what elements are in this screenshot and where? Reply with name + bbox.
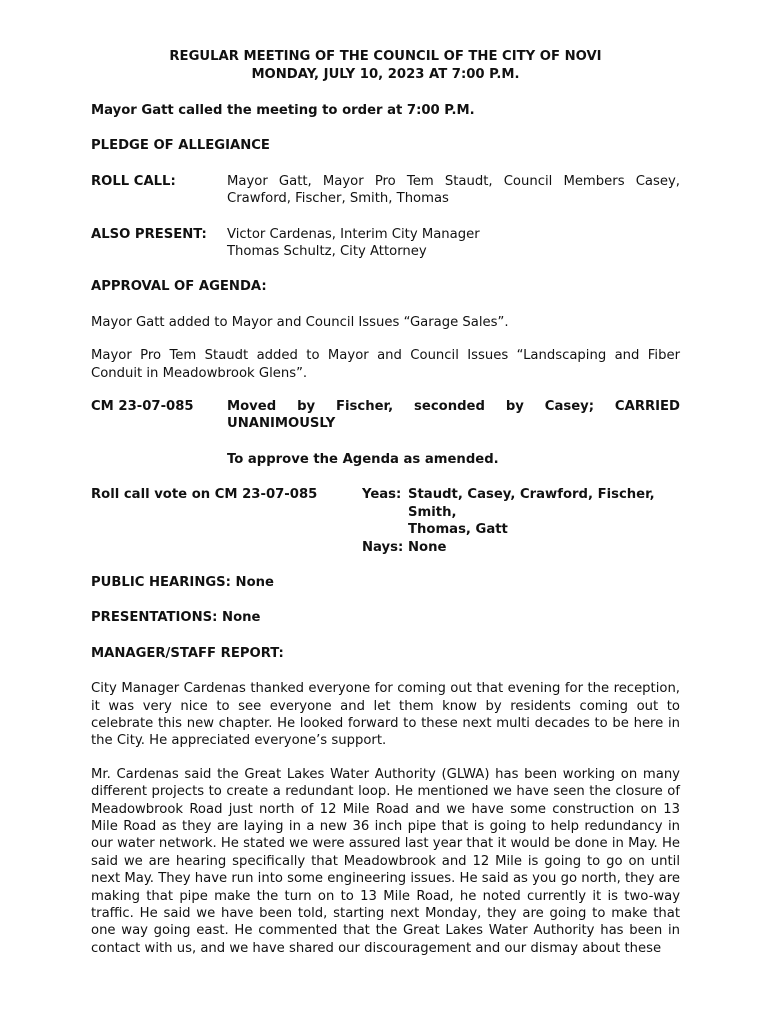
roll-call-label: ROLL CALL: xyxy=(91,173,176,189)
minutes-page xyxy=(91,48,680,957)
nays-key: Nays: xyxy=(362,539,404,555)
call-to-order: Mayor Gatt called the meeting to order at 7:00 P.M. xyxy=(91,103,475,118)
manager-report-heading: MANAGER/STAFF REPORT: xyxy=(91,645,284,661)
document-title xyxy=(91,48,680,84)
motion-purpose-row xyxy=(91,451,680,468)
paragraph-2: Mr. Cardenas said the Great Lakes Water Authority (GLWA) has been working on many different projects to create a redundant loop. He mentioned we have seen the closure of Meadowbrook Road just north of 12 Mile Road and we have some construction on 13 Mile Road as they are laying in a new 36 inch pipe that is going to help redundancy in our water network. He stated we were assured last year that it would be done in May. He said we are hearing specifically that Meadowbrook and 12 Mile is going to go on until next May. They have run into some engineering issues. He said as you go north, they are making that pipe make the turn on to 13 Mile Road, he noted currently it is two-way traffic. He said we have been told, starting next Monday, they are going to make that one way going east. He commented that the Great Lakes Water Authority has been in contact with us, and we have shared our discouragement and our dismay about these xyxy=(91,766,680,956)
paragraph-1: City Manager Cardenas thanked everyone for coming out that evening for the reception, it was very nice to see everyone and let them know by residents coming out to celebrate this new chapter. He looked forward to these next multi decades to be here in the City. He appreciated everyone’s support. xyxy=(91,681,680,749)
title-line-2: MONDAY, JULY 10, 2023 AT 7:00 P.M. xyxy=(251,67,520,82)
roll-call-vote xyxy=(91,486,680,556)
motion xyxy=(91,398,680,433)
yeas-line-2: Thomas, Gatt xyxy=(408,522,508,538)
also-present xyxy=(91,226,680,261)
title-line-1: REGULAR MEETING OF THE COUNCIL OF THE CITY OF NOVI xyxy=(169,49,602,64)
yeas-value xyxy=(408,486,680,538)
also-present-line-1: Victor Cardenas, Interim City Manager xyxy=(227,226,480,242)
nays-value: None xyxy=(408,539,447,555)
also-present-line-2: Thomas Schultz, City Attorney xyxy=(227,244,427,260)
vote-label: Roll call vote on CM 23-07-085 xyxy=(91,487,318,503)
roll-call-value: Mayor Gatt, Mayor Pro Tem Staudt, Council Members Casey, Crawford, Fischer, Smith, Thomas xyxy=(227,173,680,207)
also-present-label: ALSO PRESENT: xyxy=(91,226,207,242)
yeas-key: Yeas: xyxy=(362,487,402,503)
also-present-value xyxy=(227,226,680,261)
motion-text: Moved by Fischer, seconded by Casey; CARRIED UNANIMOUSLY xyxy=(227,399,680,432)
roll-call xyxy=(91,173,680,208)
approval-heading: APPROVAL OF AGENDA: xyxy=(91,279,267,295)
motion-purpose: To approve the Agenda as amended. xyxy=(227,451,499,467)
motion-id: CM 23-07-085 xyxy=(91,399,194,415)
agenda-item-2: Mayor Pro Tem Staudt added to Mayor and Council Issues “Landscaping and Fiber Conduit in Meadowbrook Glens”. xyxy=(91,348,680,381)
public-hearings: PUBLIC HEARINGS: None xyxy=(91,574,274,590)
agenda-item-1: Mayor Gatt added to Mayor and Council Issues “Garage Sales”. xyxy=(91,314,509,330)
yeas-line-1: Staudt, Casey, Crawford, Fischer, Smith, xyxy=(408,487,655,520)
presentations: PRESENTATIONS: None xyxy=(91,610,261,626)
pledge-heading: PLEDGE OF ALLEGIANCE xyxy=(91,138,270,154)
